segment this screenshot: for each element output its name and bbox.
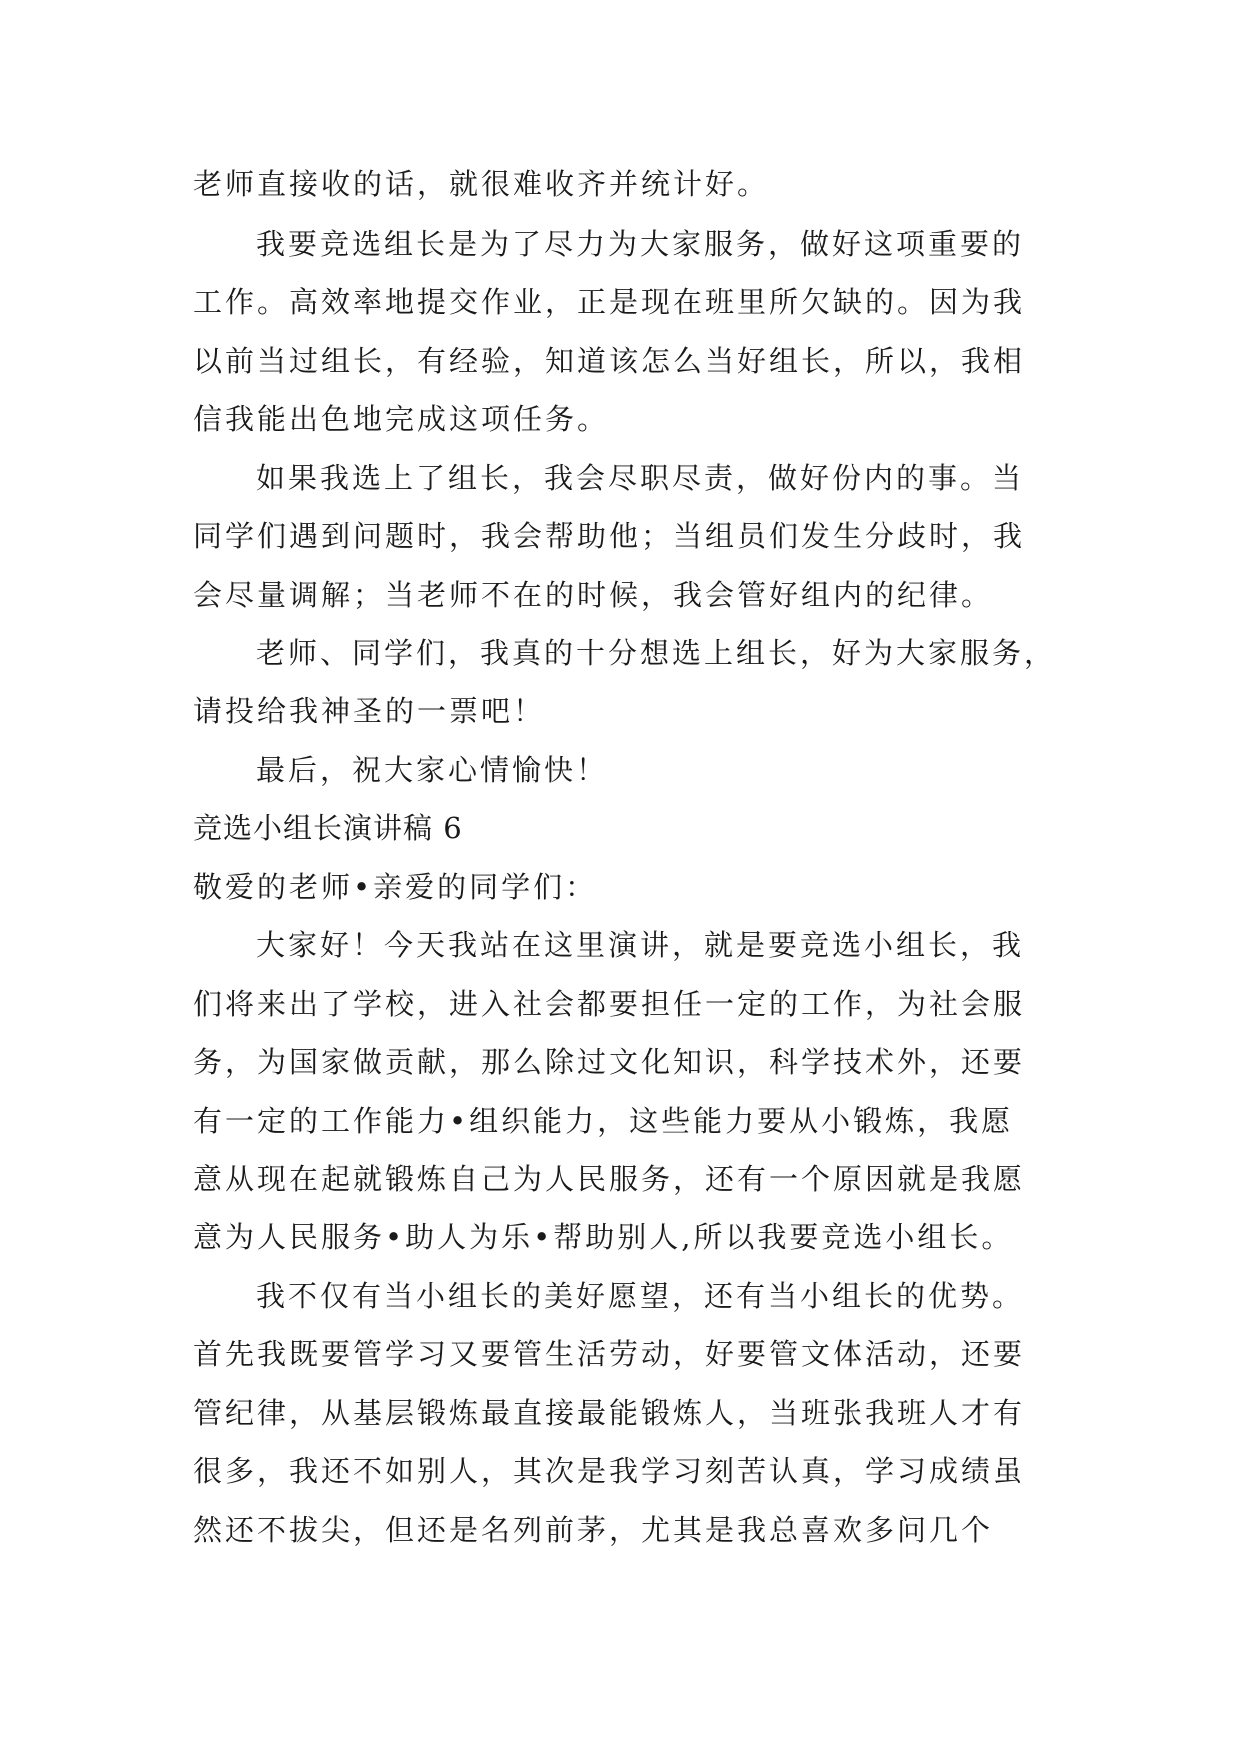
- text-line: 很多，我还不如别人，其次是我学习刻苦认真，学习成绩虽: [193, 1454, 1026, 1488]
- text-line: 老师直接收的话，就很难收齐并统计好。: [193, 167, 770, 201]
- paragraph-start-line: 最后，祝大家心情愉快！: [256, 753, 609, 787]
- text-line: 工作。高效率地提交作业，正是现在班里所欠缺的。因为我: [193, 285, 1026, 319]
- section-heading: 竞选小组长演讲稿 6: [193, 811, 463, 845]
- paragraph-start-line: 我不仅有当小组长的美好愿望，还有当小组长的优势。: [256, 1279, 1025, 1313]
- salutation-line: 敬爱的老师•亲爱的同学们：: [193, 870, 598, 904]
- text-line: 信我能出色地完成这项任务。: [193, 402, 610, 436]
- paragraph-start-line: 大家好！今天我站在这里演讲，就是要竞选小组长，我: [256, 928, 1025, 962]
- text-line: 们将来出了学校，进入社会都要担任一定的工作，为社会服: [193, 987, 1026, 1021]
- text-line: 务，为国家做贡献，那么除过文化知识，科学技术外，还要: [193, 1045, 1026, 1079]
- paragraph-start-line: 如果我选上了组长，我会尽职尽责，做好份内的事。当: [256, 461, 1025, 495]
- text-line: 会尽量调解；当老师不在的时候，我会管好组内的纪律。: [193, 578, 994, 612]
- text-line: 首先我既要管学习又要管生活劳动，好要管文体活动，还要: [193, 1337, 1026, 1371]
- text-line: 然还不拔尖，但还是名列前茅，尤其是我总喜欢多问几个: [193, 1513, 994, 1547]
- text-line: 请投给我神圣的一票吧！: [193, 694, 546, 728]
- paragraph-start-line: 老师、同学们，我真的十分想选上组长，好为大家服务，: [256, 636, 1057, 670]
- paragraph-start-line: 我要竞选组长是为了尽力为大家服务，做好这项重要的: [256, 227, 1025, 261]
- text-line: 同学们遇到问题时，我会帮助他；当组员们发生分歧时，我: [193, 519, 1026, 553]
- text-line: 管纪律，从基层锻炼最直接最能锻炼人，当班张我班人才有: [193, 1396, 1026, 1430]
- text-line: 有一定的工作能力•组织能力，这些能力要从小锻炼，我愿: [193, 1104, 1014, 1138]
- text-line: 以前当过组长，有经验，知道该怎么当好组长，所以，我相: [193, 344, 1026, 378]
- text-line: 意为人民服务•助人为乐•帮助别人,所以我要竞选小组长。: [193, 1220, 1014, 1254]
- text-line: 意从现在起就锻炼自己为人民服务，还有一个原因就是我愿: [193, 1162, 1026, 1196]
